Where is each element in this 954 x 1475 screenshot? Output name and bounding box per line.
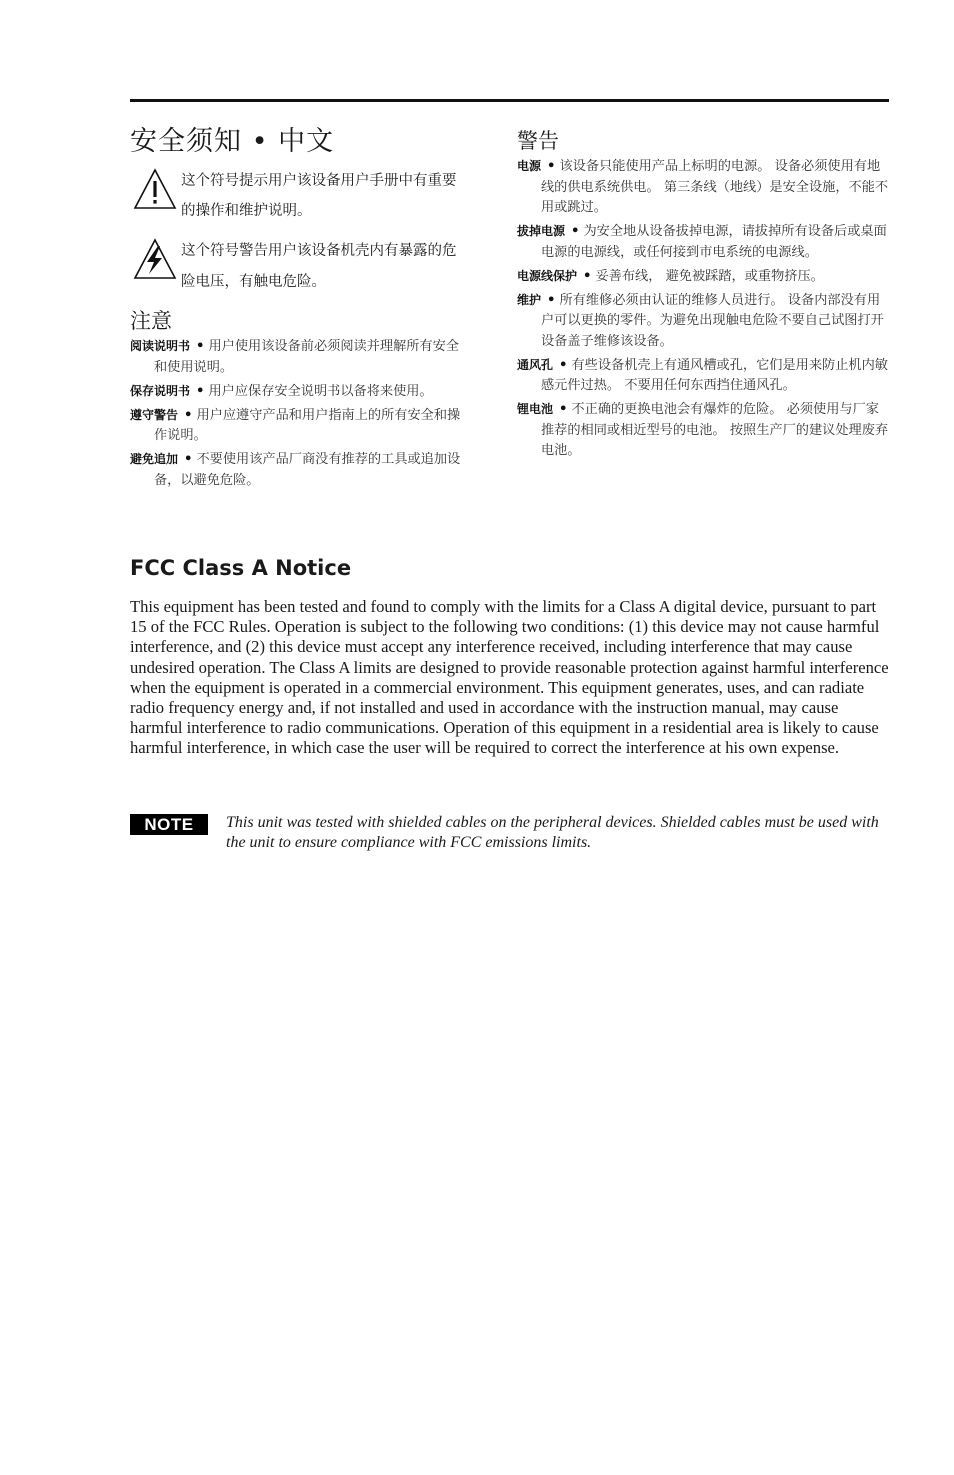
- note-text: This unit was tested with shielded cables on the peripheral devices. Shielded cables must be used with the unit to ensure compliance with FCC emissions limits.: [226, 814, 879, 852]
- list-item: [517, 355, 892, 397]
- top-rule: [130, 99, 889, 102]
- fcc-body: This equipment has been tested and found to comply with the limits for a Class A digital device, pursuant to part 15 of the FCC Rules. Operation is subject to the following two conditions: (1) this device may not cause harmful interference, and (2) this device must accept any interference received, including interference that may cause undesired operation. The Class A limits are designed to provide reasonable protection against harmful interference when the equipment is operated in a commercial environment. This equipment generates, uses, and can radiate radio frequency energy and, if not installed and used in accordance with the instruction manual, may cause harmful interference to radio communications. Operation of this equipment in a residential area is likely to cause harmful interference, in which case the user will be required to correct the interference at his own expense.: [130, 597, 889, 758]
- item-text: 妥善布线， 避免被踩踏，或重物挤压。: [595, 268, 824, 284]
- list-item: [517, 266, 892, 288]
- list-item: [130, 336, 470, 378]
- bullet: •: [184, 452, 193, 467]
- item-label: 电源: [517, 159, 542, 173]
- safety-title: 安全须知 • 中文: [130, 126, 335, 157]
- bullet: •: [547, 159, 556, 174]
- item-text: 用户使用该设备前必须阅读并理解所有安全和使用说明。: [154, 339, 460, 375]
- list-item: [130, 381, 470, 403]
- item-label: 通风孔: [517, 357, 554, 372]
- note-badge: NOTE: [130, 814, 208, 835]
- list-item: [517, 156, 892, 219]
- symbol-text-lightning: 这个符号警告用户该设备机壳内有暴露的危险电压，有触电危险。: [181, 243, 457, 290]
- exclamation-triangle-icon: [133, 168, 177, 210]
- symbol-text-exclamation: 这个符号提示用户该设备用户手册中有重要的操作和维护说明。: [181, 173, 457, 219]
- warning-list: [517, 156, 892, 462]
- bullet: •: [184, 407, 193, 423]
- symbol-row-exclamation: [130, 166, 470, 226]
- item-text: 不正确的更换电池会有爆炸的危险。 必须使用与厂家推荐的相同或相近型号的电池。 按照生产厂的建议处理废弃电池。: [541, 402, 889, 458]
- list-item: [130, 449, 470, 491]
- caution-heading: 注意: [130, 309, 172, 333]
- lightning-triangle-icon: [133, 238, 177, 280]
- item-text: 用户应保存安全说明书以备将来使用。: [208, 383, 433, 399]
- item-label: 拔掉电源: [517, 224, 566, 238]
- item-text: 有些设备机壳上有通风槽或孔，它们是用来防止机内敏感元件过热。 不要用任何东西挡住通风孔。: [541, 357, 888, 393]
- bullet: •: [583, 268, 592, 284]
- fcc-title: FCC Class A Notice: [130, 556, 352, 580]
- safety-right-column: [517, 126, 892, 464]
- list-item: [517, 399, 892, 462]
- item-label: 遵守警告: [130, 407, 179, 422]
- warning-heading: 警告: [517, 129, 559, 153]
- bullet: •: [571, 224, 580, 239]
- caution-list: [130, 336, 470, 491]
- symbol-row-lightning: [130, 236, 470, 298]
- item-label: 电源线保护: [517, 268, 578, 283]
- item-text: 不要使用该产品厂商没有推荐的工具或追加设备，以避免危险。: [154, 452, 461, 488]
- bullet: •: [547, 292, 556, 308]
- item-text: 为安全地从设备拔掉电源，请拔掉所有设备后或桌面电源的电源线，或任何接到市电系统的电源线。: [541, 224, 887, 260]
- list-item: [130, 405, 470, 447]
- item-label: 锂电池: [517, 402, 554, 416]
- item-label: 保存说明书: [130, 383, 191, 398]
- item-text: 用户应遵守产品和用户指南上的所有安全和操作说明。: [154, 407, 461, 443]
- item-text: 所有维修必须由认证的维修人员进行。 设备内部没有用户可以更换的零件。为避免出现触电危险不要自己试图打开设备盖子维修该设备。: [541, 292, 884, 349]
- list-item: [517, 221, 892, 263]
- item-label: 维护: [517, 292, 542, 307]
- item-label: 避免追加: [130, 452, 179, 466]
- bullet: •: [559, 402, 568, 417]
- item-text: 该设备只能使用产品上标明的电源。 设备必须使用有地线的供电系统供电。 第三条线（地线）是安全设施，不能不用或跳过。: [541, 159, 889, 215]
- bullet: •: [196, 383, 205, 399]
- bullet: •: [196, 339, 205, 354]
- item-label: 阅读说明书: [130, 339, 191, 353]
- list-item: [517, 290, 892, 353]
- bullet: •: [559, 357, 568, 373]
- safety-left-column: [130, 124, 470, 494]
